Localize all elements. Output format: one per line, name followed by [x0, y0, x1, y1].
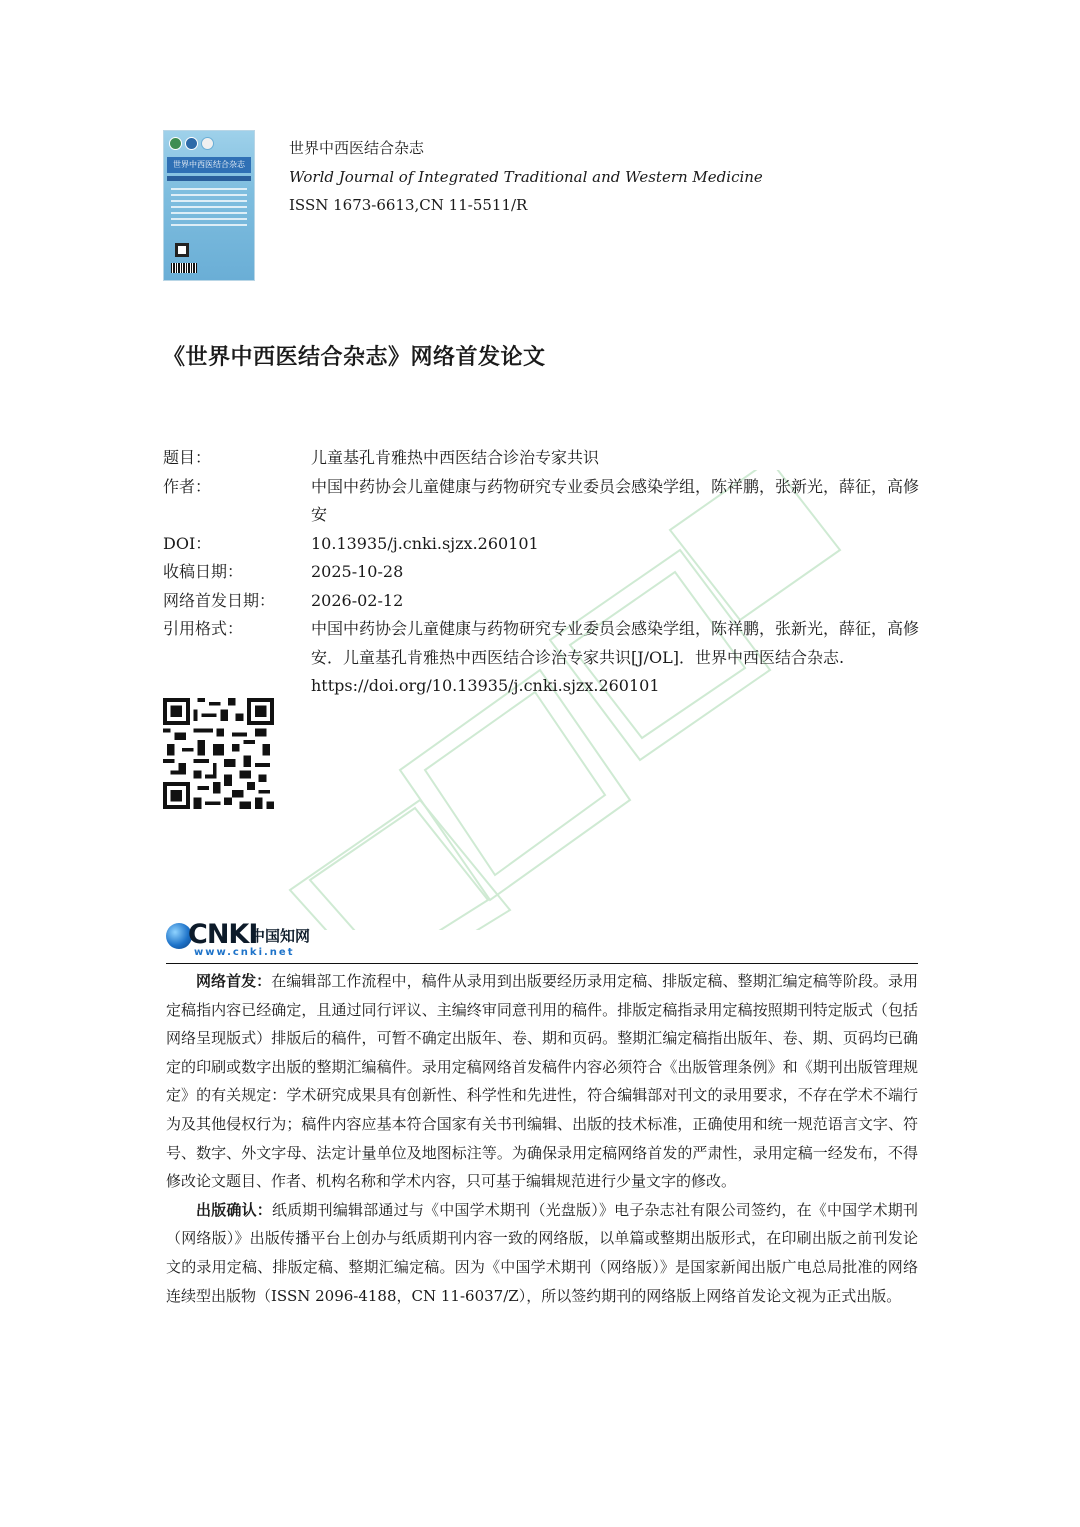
meta-label: DOI：: [163, 533, 212, 553]
online-date: 2026-02-12: [311, 590, 404, 610]
cnki-url[interactable]: www.cnki.net: [194, 947, 295, 958]
publication-notice: [166, 967, 918, 1310]
cnki-brand: CNKI: [188, 919, 258, 950]
cover-logos: [169, 137, 214, 150]
meta-label: 作者：: [163, 476, 212, 496]
meta-label: 收稿日期：: [163, 562, 244, 581]
journal-cover-image: [163, 130, 255, 281]
notice-paragraph-confirmation: [166, 1196, 918, 1310]
citation-format: 中国中药协会儿童健康与药物研究专业委员会感染学组，陈祥鹏，张新光，薛征，高修安．儿童基孔肯雅热中西医结合诊治专家共识[J/OL]．世界中西医结合杂志. https://doi.org/10.13935/j.cnki.sjzx.260101: [311, 619, 920, 695]
cnki-cn-name: 中国知网: [250, 927, 311, 945]
article-metadata: [163, 444, 923, 701]
cover-barcode-icon: [171, 263, 197, 273]
page-title: 《世界中西医结合杂志》网络首发论文: [163, 345, 546, 370]
notice-text: 纸质期刊编辑部通过与《中国学术期刊（光盘版）》电子杂志社有限公司签约，在《中国学术期刊（网络版）》出版传播平台上创办与纸质期刊内容一致的网络版，以单篇或整期出版形式，在印刷出版之前刊发论文的录用定稿、排版定稿、整期汇编定稿。因为《中国学术期刊（网络版）》是国家新闻出版广电总局批准的网络连续型出版物（ISSN 2096-4188，CN 11-6037/Z），所以签约期刊的网络版上网络首发论文视为正式出版。: [166, 1200, 918, 1305]
article-doi[interactable]: 10.13935/j.cnki.sjzx.260101: [311, 533, 539, 553]
meta-row-title: [163, 444, 923, 473]
meta-row-doi: [163, 530, 923, 559]
article-authors: 中国中药协会儿童健康与药物研究专业委员会感染学组，陈祥鹏，张新光，薛征，高修安: [311, 476, 920, 524]
cnki-logo: [166, 917, 316, 961]
cover-qr-icon: [175, 243, 189, 257]
notice-paragraph-online-first: [166, 967, 918, 1196]
meta-row-online: [163, 587, 923, 616]
received-date: 2025-10-28: [311, 562, 404, 581]
divider: [166, 963, 918, 964]
meta-label: 网络首发日期：: [163, 590, 276, 610]
article-title: 儿童基孔肯雅热中西医结合诊治专家共识: [311, 448, 600, 467]
qr-code-icon: [163, 698, 274, 809]
meta-label: 题目：: [163, 448, 212, 467]
cover-title: 世界中西医结合杂志: [167, 157, 251, 173]
notice-heading: 出版确认：: [196, 1200, 273, 1219]
notice-heading: 网络首发：: [196, 972, 272, 990]
meta-label: 引用格式：: [163, 619, 244, 638]
journal-en-name: World Journal of Integrated Traditional and Western Medicine: [289, 167, 763, 186]
notice-text: 在编辑部工作流程中，稿件从录用到出版要经历录用定稿、排版定稿、整期汇编定稿等阶段。录用定稿指内容已经确定，且通过同行评议、主编终审同意刊用的稿件。排版定稿指录用定稿按照期刊特定版式（包括网络呈现版式）排版后的稿件，可暂不确定出版年、卷、期和页码。整期汇编定稿指出版年、卷、期、页码均已确定的印刷或数字出版的整期汇编稿件。录用定稿网络首发稿件内容必须符合《出版管理条例》和《期刊出版管理规定》的有关规定：学术研究成果具有创新性、科学性和先进性，符合编辑部对刊文的录用要求，不存在学术不端行为及其他侵权行为；稿件内容应基本符合国家有关书刊编辑、出版的技术标准，正确使用和统一规范语言文字、符号、数字、外文字母、法定计量单位及地图标注等。为确保录用定稿网络首发的严肃性，录用定稿一经发布，不得修改论文题目、作者、机构名称和学术内容，只可基于编辑规范进行少量文字的修改。: [166, 972, 918, 1191]
meta-row-citation: [163, 615, 923, 701]
journal-cn-name: 世界中西医结合杂志: [289, 139, 425, 157]
meta-row-authors: [163, 473, 923, 530]
meta-row-received: [163, 558, 923, 587]
journal-issn: ISSN 1673-6613,CN 11-5511/R: [289, 196, 528, 214]
journal-info: [289, 134, 763, 220]
